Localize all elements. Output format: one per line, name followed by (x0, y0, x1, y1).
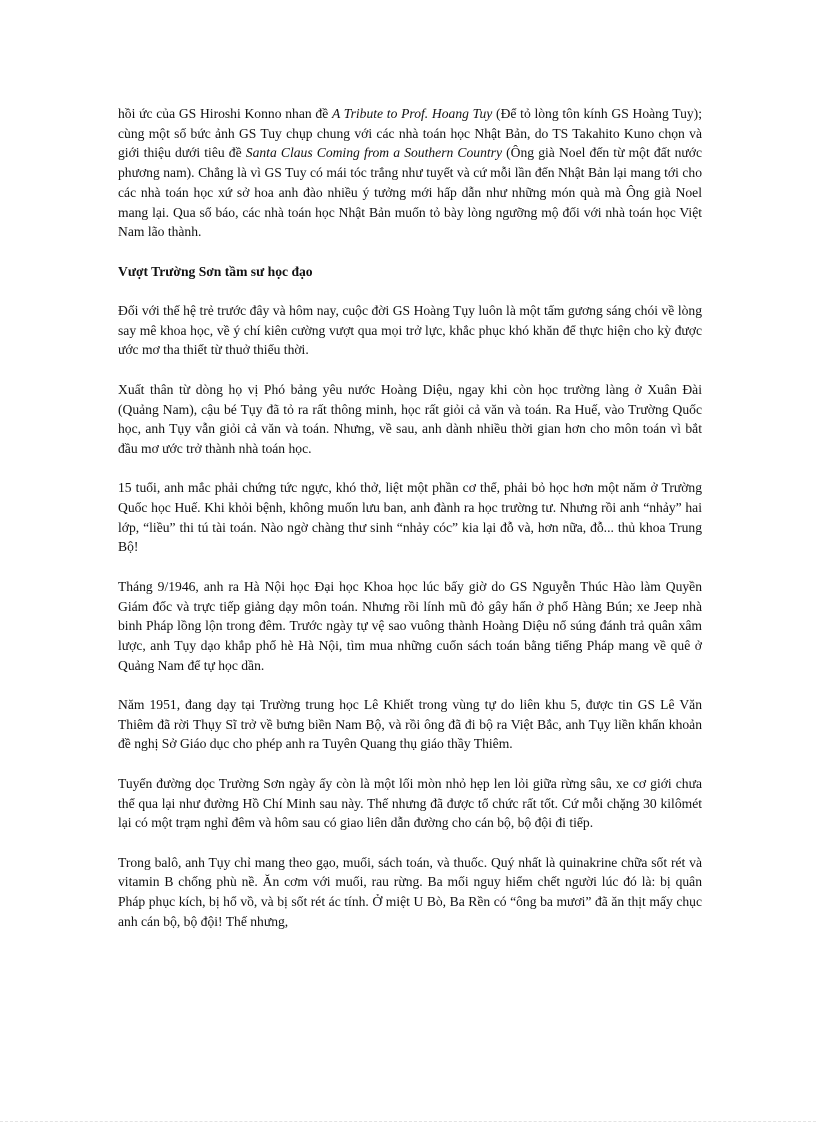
paragraph-2: Xuất thân từ dòng họ vị Phó bảng yêu nước Hoàng Diệu, ngay khi còn học trường làng ở Xuân Đài (Quảng Nam), cậu bé Tụy đã tỏ ra rất thông minh, học rất giỏi cả văn và toán. Ra Huế, vào Trường Quốc học, anh Tụy vẫn giỏi cả văn và toán. Nhưng, về sau, anh dành nhiều thời gian hơn cho môn toán vì bắt đầu mơ ước trở thành nhà toán học. (118, 381, 702, 456)
intro-text-3: (Ông già Noel đến từ một đất nước phương nam). Chẳng là vì GS Tuy có mái tóc trắng như tuyết và cứ mỗi lần đến Nhật Bản lại mang tới cho các nhà toán học xứ sở hoa anh đào nhiều ý tưởng mới hấp dẫn như những món quà mà Ông già Noel mang lại. Qua số báo, các nhà toán học Nhật Bản muốn tỏ bày lòng ngưỡng mộ đối với nhà toán học Việt Nam lão thành. (118, 145, 703, 240)
intro-italic-title-2: Santa Claus Coming from a Southern Country (245, 145, 502, 161)
intro-text-2: (Để tỏ lòng tôn kính GS Hoàng Tuy); cùng một số bức ảnh GS Tuy chụp chung với các nhà toán học Nhật Bản, do TS Takahito Kuno chọn và giới thiệu dưới tiêu đề (118, 106, 702, 161)
intro-text-1: hồi ức của GS Hiroshi Konno nhan đề (118, 106, 332, 121)
document-page (118, 104, 702, 931)
page-bottom-divider (0, 1121, 816, 1122)
intro-italic-title-1: A Tribute to Prof. Hoang Tuy (331, 106, 493, 121)
paragraph-3: 15 tuổi, anh mắc phải chứng tức ngực, khó thở, liệt một phần cơ thể, phải bỏ học hơn một năm ở Trường Quốc học Huế. Khi khỏi bệnh, không muốn lưu ban, anh đành ra học trường tư. Nhưng rồi anh “nhảy” hai lớp, “liều” thi tú tài toán. Nào ngờ chàng thư sinh “nhảy cóc” kia lại đỗ và, hơn nữa, đỗ... thủ khoa Trung Bộ! (118, 480, 702, 555)
paragraph-6: Tuyến đường dọc Trường Sơn ngày ấy còn là một lối mòn nhỏ hẹp len lỏi giữa rừng sâu, xe cơ giới chưa thể qua lại như đường Hồ Chí Minh sau này. Thế nhưng đã được tổ chức rất tốt. Cứ mỗi chặng 30 kilômét lại có một trạm nghỉ đêm và hôm sau có giao liên dẫn đường cho cán bộ, bộ đội đi tiếp. (118, 775, 702, 831)
section-heading: Vượt Trường Sơn tầm sư học đạo (118, 263, 313, 279)
intro-paragraph (118, 104, 702, 242)
paragraph-7: Trong balô, anh Tụy chỉ mang theo gạo, muối, sách toán, và thuốc. Quý nhất là quinakrine chữa sốt rét và vitamin B chống phù nề. Ăn cơm với muối, rau rừng. Ba mối nguy hiểm chết người lúc đó là: bị quân Pháp phục kích, bị hổ vồ, và bị sốt rét ác tính. Ở miệt U Bò, Ba Rền có “ông ba mươi” đã ăn thịt mấy chục anh cán bộ, bộ đội! Thế nhưng, (118, 854, 702, 929)
paragraph-1: Đối với thế hệ trẻ trước đây và hôm nay, cuộc đời GS Hoàng Tụy luôn là một tấm gương sáng chói về lòng say mê khoa học, về ý chí kiên cường vượt qua mọi trở lực, khắc phục khó khăn để thực hiện cho kỳ được ước mơ tha thiết từ thuở thiếu thời. (118, 303, 702, 358)
paragraph-5: Năm 1951, đang dạy tại Trường trung học Lê Khiết trong vùng tự do liên khu 5, được tin GS Lê Văn Thiêm đã rời Thụy Sĩ trở về bưng biền Nam Bộ, và rồi ông đã đi bộ ra Việt Bắc, anh Tụy liền khẩn khoản đề nghị Sở Giáo dục cho phép anh ra Tuyên Quang thụ giáo thầy Thiêm. (118, 697, 702, 752)
paragraph-4: Tháng 9/1946, anh ra Hà Nội học Đại học Khoa học lúc bấy giờ do GS Nguyễn Thúc Hào làm Quyền Giám đốc và trực tiếp giảng dạy môn toán. Nhưng rồi lính mũ đỏ gây hấn ở phố Hàng Bún; xe Jeep nhà binh Pháp lồng lộn trong đêm. Trước ngày tự vệ sao vuông thành Hoàng Diệu nổ súng đánh trả quân xâm lược, anh Tụy dạo khắp phố hè Hà Nội, tìm mua những cuốn sách toán bằng tiếng Pháp mang về quê ở Quảng Nam để tự học dần. (118, 578, 702, 673)
